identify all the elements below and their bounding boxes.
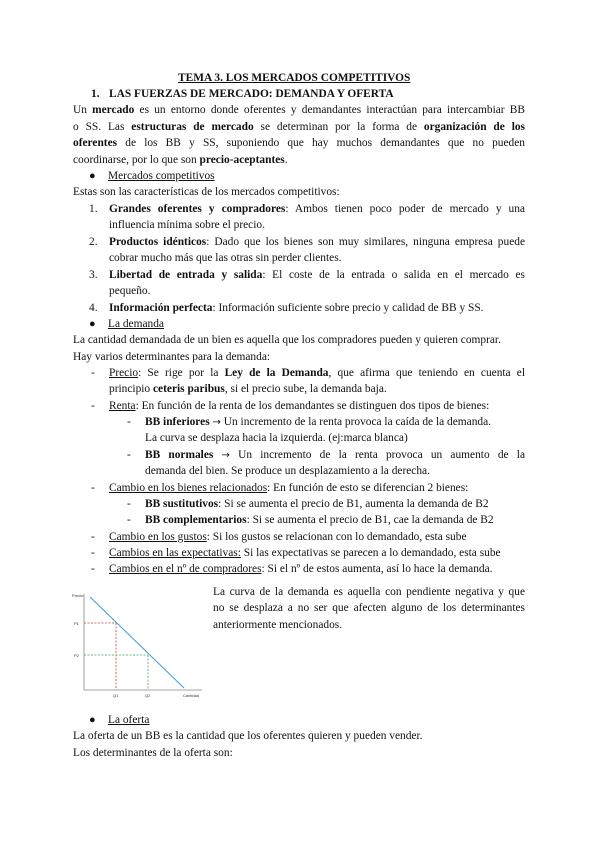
demanda-p2: Hay varios determinantes para la demanda: bbox=[73, 351, 271, 363]
p2-label: P2 bbox=[74, 653, 79, 658]
dash-marker: - bbox=[91, 400, 95, 412]
mc-lead: Estas son las características de los mercados competitivos: bbox=[73, 186, 340, 198]
det-precio-cont: principio ceteris paribus, si el precio sube, la demanda baja. bbox=[109, 383, 387, 395]
p1-label: P1 bbox=[74, 621, 79, 626]
det-gustos: Cambio en los gustos: Si los gustos se relacionan con lo demandado, esta sube bbox=[109, 531, 467, 543]
det-bienes-relacionados: Cambio en los bienes relacionados: En función de esto se diferencian 2 bienes: bbox=[109, 482, 469, 494]
oferta-p1: La oferta de un BB es la cantidad que los oferentes quieren y pueden vender. bbox=[73, 730, 423, 742]
dash-marker: - bbox=[91, 367, 95, 379]
bienes-complementarios: BB complementarios: Si se aumenta el precio de B1, cae la demanda de B2 bbox=[145, 514, 494, 526]
q2-label: Q2 bbox=[145, 693, 151, 698]
mc-item-2: Productos idénticos: Dado que los bienes son muy similares, ninguna empresa puede bbox=[109, 236, 526, 248]
mc-item-num: 1. bbox=[89, 203, 98, 215]
curva-line-3: anteriormente mencionados. bbox=[213, 619, 343, 631]
mc-item-3: Libertad de entrada y salida: El coste de la entrada o salida en el mercado es bbox=[109, 269, 525, 281]
page-title: TEMA 3. LOS MERCADOS COMPETITIVOS bbox=[178, 72, 411, 84]
mc-item-num: 4. bbox=[89, 302, 98, 314]
x-axis-label: Cantidad bbox=[183, 693, 200, 698]
intro-line-2: o SS. Las estructuras de mercado se determinan por la forma de organización de los bbox=[73, 121, 525, 133]
det-precio: Precio: Se rige por la Ley de la Demanda, que afirma que teniendo en cuenta el bbox=[109, 367, 525, 379]
det-renta: Renta: En función de la renta de los demandantes se distinguen dos tipos de bienes: bbox=[109, 400, 490, 412]
mc-item-4: Información perfecta: Información suficiente sobre precio y calidad de BB y SS. bbox=[109, 302, 484, 314]
mc-item-2-cont: cobrar mucho más que las otras sin perder clientes. bbox=[109, 252, 342, 264]
det-expectativas: Cambios en las expectativas: Si las expectativas se parecen a lo demandado, esta sube bbox=[109, 547, 501, 559]
y-axis-label: Precio bbox=[72, 593, 84, 598]
renta-normales-cont: demanda del bien. Se produce un desplazamiento a la derecha. bbox=[145, 465, 430, 477]
oferta-p2: Los determinantes de la oferta son: bbox=[73, 747, 233, 759]
dash-marker: - bbox=[127, 514, 131, 526]
mc-item-num: 3. bbox=[89, 269, 98, 281]
mc-item-1: Grandes oferentes y compradores: Ambos tienen poco poder de mercado y una bbox=[109, 203, 525, 215]
intro-line-1: Un mercado es un entorno donde oferentes y demandantes interactúan para intercambiar BB bbox=[73, 104, 525, 116]
renta-inferiores-cont: La curva se desplaza hacia la izquierda. (ej:marca blanca) bbox=[145, 432, 408, 444]
det-compradores: Cambios en el nº de compradores: Si el nº de estos aumenta, así lo hace la demanda. bbox=[109, 563, 493, 575]
renta-normales: BB normales → Un incremento de la renta provoca un aumento de la bbox=[145, 449, 525, 461]
demanda-heading: La demanda bbox=[108, 318, 164, 330]
dash-marker: - bbox=[91, 531, 95, 543]
demand-curve-figure bbox=[70, 588, 210, 703]
demanda-p1: La cantidad demandada de un bien es aquella que los compradores pueden y quieren comprar. bbox=[73, 334, 501, 346]
oferta-heading: La oferta bbox=[108, 714, 150, 726]
mc-item-3-cont: pequeño. bbox=[109, 285, 151, 297]
mc-item-num: 2. bbox=[89, 236, 98, 248]
bullet-icon: ● bbox=[89, 170, 96, 182]
q1-label: Q1 bbox=[113, 693, 119, 698]
intro-line-3: oferentes de los BB y SS, suponiendo que hay muchos demandantes que no pueden bbox=[73, 137, 525, 149]
renta-inferiores: BB inferiores → Un incremento de la renta provoca la caída de la demanda. bbox=[145, 416, 491, 428]
demand-curve-line bbox=[90, 597, 184, 688]
section-title: LAS FUERZAS DE MERCADO: DEMANDA Y OFERTA bbox=[109, 88, 394, 100]
dash-marker: - bbox=[91, 563, 95, 575]
curva-line-2: no se desplaza a no ser que afecten alguno de los determinantes bbox=[213, 602, 525, 614]
arrow-right-icon: → bbox=[221, 450, 230, 461]
arrow-right-icon: → bbox=[212, 417, 221, 428]
section-number: 1. bbox=[91, 88, 100, 100]
bullet-icon: ● bbox=[89, 318, 96, 330]
dash-marker: - bbox=[91, 547, 95, 559]
mc-item-1-cont: influencia mínima sobre el precio. bbox=[109, 219, 265, 231]
intro-line-4: coordinarse, por lo que son precio-aceptantes. bbox=[73, 154, 288, 166]
bullet-icon: ● bbox=[89, 714, 96, 726]
dash-marker: - bbox=[91, 482, 95, 494]
mc-heading: Mercados competitivos bbox=[108, 170, 215, 182]
dash-marker: - bbox=[127, 449, 131, 461]
dash-marker: - bbox=[127, 498, 131, 510]
curva-line-1: La curva de la demanda es aquella con pendiente negativa y que bbox=[213, 586, 525, 598]
dash-marker: - bbox=[127, 416, 131, 428]
bienes-sustitutivos: BB sustitutivos: Si se aumenta el precio de B1, aumenta la demanda de B2 bbox=[145, 498, 489, 510]
